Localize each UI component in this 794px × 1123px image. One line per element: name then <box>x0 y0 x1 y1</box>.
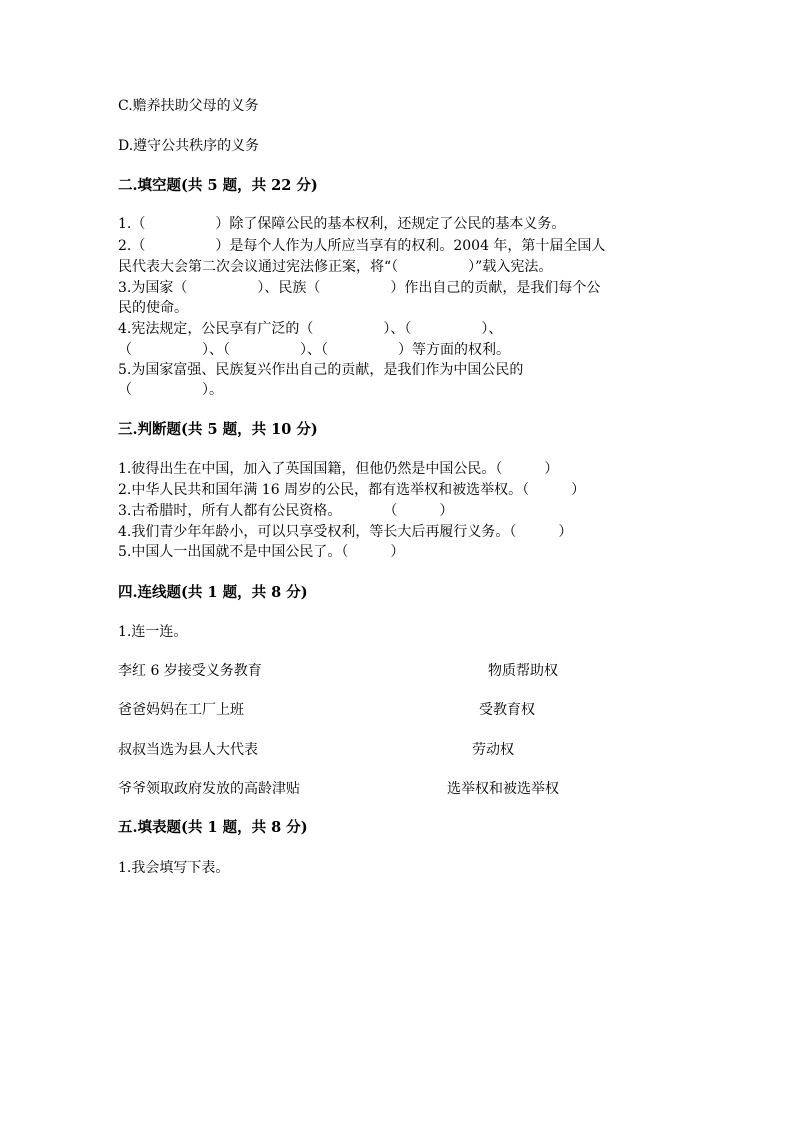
option-c: C.赡养扶助父母的义务 <box>118 98 259 114</box>
match-left-item: 李红 6 岁接受义务教育 <box>118 663 262 679</box>
option-d: D.遵守公共秩序的义务 <box>118 138 260 154</box>
match-left-item: 爸爸妈妈在工厂上班 <box>118 702 244 718</box>
judge-line: 1.彼得出生在中国，加入了英国国籍，但他仍然是中国公民。（ ） <box>118 461 559 477</box>
match-right-item: 选举权和被选举权 <box>447 781 559 797</box>
judge-line: 2.中华人民共和国年满 16 周岁的公民，都有选举权和被选举权。（ ） <box>118 482 586 498</box>
match-section-heading: 四.连线题(共 1 题，共 8 分) <box>118 584 308 601</box>
match-right-item: 物质帮助权 <box>488 663 558 679</box>
fill-line: 民代表大会第二次会议通过宪法修正案，将“（ ）”载入宪法。 <box>118 259 553 275</box>
table-section-heading: 五.填表题(共 1 题，共 8 分) <box>118 819 308 836</box>
fill-line: 1.（ ）除了保障公民的基本权利，还规定了公民的基本义务。 <box>118 216 566 232</box>
match-prompt: 1.连一连。 <box>118 624 188 640</box>
fill-section-heading: 二.填空题(共 5 题，共 22 分) <box>118 177 318 194</box>
fill-line: 4.宪法规定，公民享有广泛的（ ）、（ ）、 <box>118 321 503 337</box>
fill-line: 3.为国家（ ）、民族（ ）作出自己的贡献，是我们每个公 <box>118 280 601 296</box>
table-prompt: 1.我会填写下表。 <box>118 860 230 876</box>
fill-line: （ ）。 <box>118 382 223 398</box>
judge-line: 3.古希腊时，所有人都有公民资格。 （ ） <box>118 503 454 519</box>
match-left-item: 叔叔当选为县人大代表 <box>118 742 258 758</box>
match-right-item: 劳动权 <box>472 742 514 758</box>
match-left-item: 爷爷领取政府发放的高龄津贴 <box>118 781 300 797</box>
judge-section-heading: 三.判断题(共 5 题，共 10 分) <box>118 421 318 438</box>
fill-line: 2.（ ）是每个人作为人所应当享有的权利。2004 年，第十届全国人 <box>118 238 606 254</box>
fill-line: （ ）、（ ）、（ ）等方面的权利。 <box>118 342 510 358</box>
judge-line: 5.中国人一出国就不是中国公民了。（ ） <box>118 544 405 560</box>
judge-line: 4.我们青少年年龄小，可以只享受权利，等长大后再履行义务。（ ） <box>118 524 573 540</box>
fill-line: 5.为国家富强、民族复兴作出自己的贡献，是我们作为中国公民的 <box>118 362 524 378</box>
fill-line: 民的使命。 <box>118 300 188 316</box>
match-right-item: 受教育权 <box>479 702 535 718</box>
